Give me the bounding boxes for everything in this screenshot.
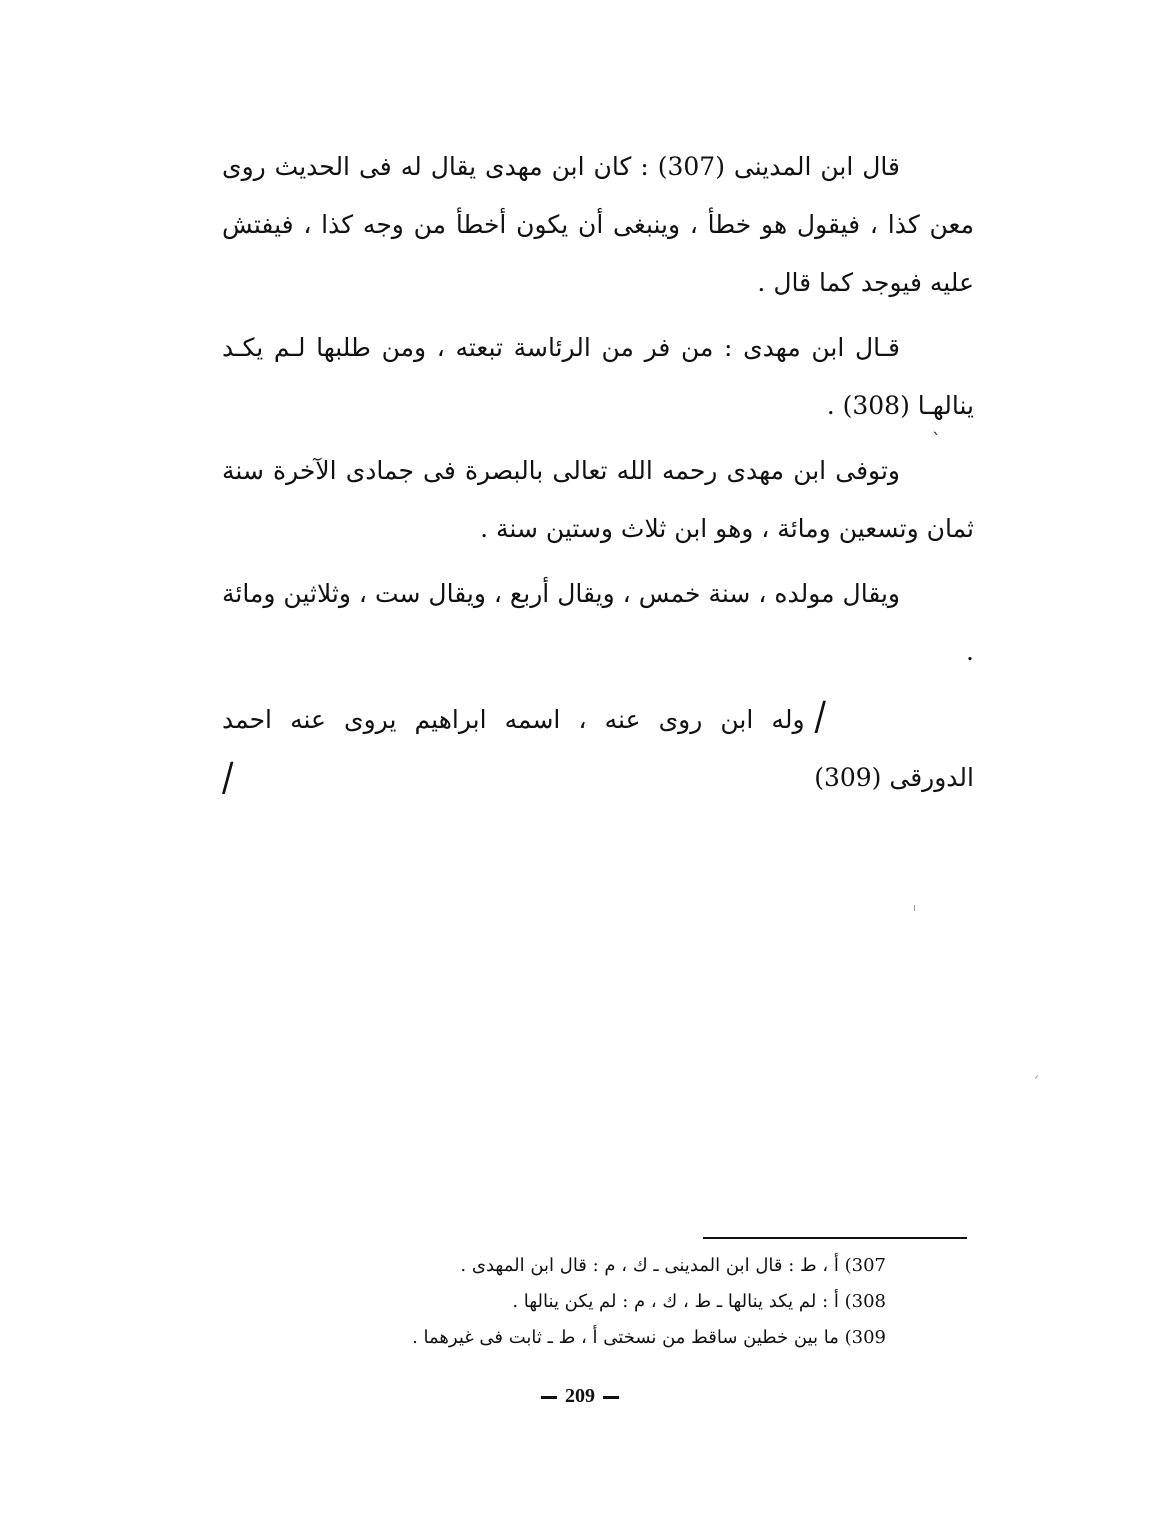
footnote-309: 309) ما بين خطين ساقط من نسختى أ ، ط ـ ثابت فى غيرهما . xyxy=(412,1327,886,1348)
page-number-value: 209 xyxy=(565,1385,595,1407)
paragraph-4: ويقال مولده ، سنة خمس ، ويقال أربع ، ويقال ست ، وثلاثين ومائة . xyxy=(222,579,974,666)
page-number-dash-right xyxy=(603,1396,619,1399)
footnote-308: 308) أ : لم يكد ينالها ـ ط ، ك ، م : لم يكن ينالها . xyxy=(512,1291,886,1312)
paragraph-5-line xyxy=(222,688,974,807)
paragraph-2: قـال ابن مهدى : من فر من الرئاسة تبعته ، ومن طلبها لـم يكـد ينالهـا (308) . xyxy=(222,333,974,420)
paragraph-5: وله ابن روى عنه ، اسمه ابراهيم يروى عنه احمد الدورقى (309) xyxy=(222,705,974,792)
footnote-307: 307) أ ، ط : قال ابن المدينى ـ ك ، م : قال ابن المهدى . xyxy=(460,1255,886,1276)
page-number-dash-left xyxy=(541,1396,557,1399)
page-number xyxy=(510,1385,650,1408)
line-start-slash: / xyxy=(814,694,826,740)
footnote-divider xyxy=(703,1237,967,1239)
main-text xyxy=(222,138,974,807)
scan-speck xyxy=(914,905,915,911)
paragraph-3: وتوفى ابن مهدى رحمه الله تعالى بالبصرة فى جمادى الآخرة سنة ثمان وتسعين ومائة ، وهو ابن ثلاث وستين سنة . xyxy=(222,456,974,543)
line-end-slash: / xyxy=(222,755,234,801)
scan-speck xyxy=(1035,1075,1038,1079)
stray-accent-mark: ` xyxy=(932,430,941,451)
paragraph-1: قال ابن المدينى (307) : كان ابن مهدى يقال له فى الحديث روى معن كذا ، فيقول هو خطأ ، وينبغى أن يكون أخطأ من وجه كذا ، فيفتش عليه فيوجد كما قال . xyxy=(222,152,974,297)
footnotes xyxy=(300,1248,886,1356)
